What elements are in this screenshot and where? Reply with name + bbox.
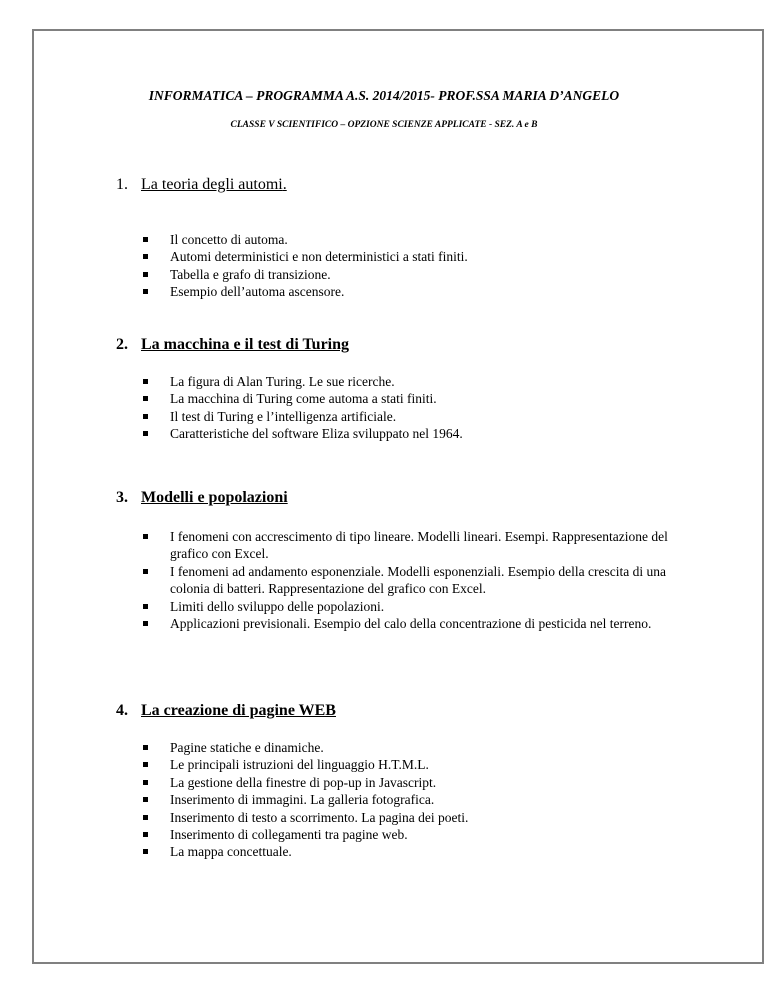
list-item-text: La figura di Alan Turing. Le sue ricerche. bbox=[170, 374, 395, 389]
section-number: 1. bbox=[116, 176, 128, 193]
list-item-text: Caratteristiche del software Eliza sviluppato nel 1964. bbox=[170, 426, 463, 442]
list-item bbox=[141, 373, 676, 390]
square-bullet-icon bbox=[143, 272, 148, 277]
document-title: INFORMATICA – PROGRAMMA A.S. 2014/2015- PROF.SSA MARIA D’ANGELO bbox=[148, 88, 620, 103]
square-bullet-icon bbox=[143, 431, 148, 436]
square-bullet-icon bbox=[143, 604, 148, 609]
section-heading bbox=[116, 335, 676, 355]
list-item bbox=[141, 231, 676, 248]
square-bullet-icon bbox=[143, 762, 148, 767]
section-title: La macchina e il test di Turing bbox=[141, 336, 350, 353]
section-heading bbox=[116, 701, 676, 721]
list-item bbox=[141, 615, 676, 632]
square-bullet-icon bbox=[143, 621, 148, 626]
list-item-text: Applicazioni previsionali. Esempio del calo della concentrazione di pesticida nel terreno. bbox=[170, 616, 652, 632]
section-number: 2. bbox=[116, 336, 128, 353]
section-title: Modelli e popolazioni bbox=[141, 489, 288, 506]
square-bullet-icon bbox=[143, 237, 148, 242]
section-title bbox=[141, 175, 287, 195]
list-item bbox=[141, 248, 676, 265]
list-item bbox=[141, 408, 676, 425]
list-item-text: Il test di Turing e l’intelligenza artificiale. bbox=[170, 408, 397, 424]
list-item-text: La gestione della finestre di pop-up in Javascript. bbox=[170, 774, 437, 790]
section-number: 3. bbox=[116, 489, 128, 506]
square-bullet-icon bbox=[143, 414, 148, 419]
section-heading bbox=[116, 175, 676, 195]
section-heading bbox=[116, 488, 676, 508]
list-item bbox=[141, 826, 676, 843]
section-modelli bbox=[116, 488, 676, 632]
section-item-list bbox=[141, 373, 676, 443]
square-bullet-icon bbox=[143, 396, 148, 401]
list-item bbox=[141, 791, 676, 808]
list-item-text: Inserimento di collegamenti tra pagine web. bbox=[170, 827, 408, 843]
square-bullet-icon bbox=[143, 815, 148, 820]
list-item-text: Le principali istruzioni del linguaggio H.T.M.L. bbox=[170, 757, 429, 773]
section-title: La creazione di pagine WEB bbox=[141, 702, 336, 719]
section-title-trail: . bbox=[282, 176, 287, 193]
list-item bbox=[141, 390, 676, 407]
square-bullet-icon bbox=[143, 254, 148, 259]
list-item bbox=[141, 843, 676, 860]
list-item bbox=[141, 756, 676, 773]
section-turing bbox=[116, 335, 676, 442]
list-item-text: Limiti dello sviluppo delle popolazioni. bbox=[170, 598, 385, 614]
list-item-text: Automi deterministici e non deterministici a stati finiti. bbox=[170, 249, 468, 265]
list-item-text: Il concetto di automa. bbox=[170, 232, 288, 247]
square-bullet-icon bbox=[143, 797, 148, 802]
list-item-text: I fenomeni con accrescimento di tipo lineare. Modelli lineari. Esempi. Rappresentazione del grafico con Excel. bbox=[170, 529, 668, 562]
square-bullet-icon bbox=[143, 832, 148, 837]
square-bullet-icon bbox=[143, 534, 148, 539]
list-item-text: La macchina di Turing come automa a stati finiti. bbox=[170, 391, 437, 407]
square-bullet-icon bbox=[143, 289, 148, 294]
list-item-text: Tabella e grafo di transizione. bbox=[170, 266, 331, 282]
square-bullet-icon bbox=[143, 745, 148, 750]
list-item bbox=[141, 739, 676, 756]
list-item bbox=[141, 266, 676, 283]
list-item bbox=[141, 809, 676, 826]
section-automi bbox=[116, 175, 676, 300]
section-number: 4. bbox=[116, 702, 128, 719]
square-bullet-icon bbox=[143, 569, 148, 574]
list-item-text: I fenomeni ad andamento esponenziale. Modelli esponenziali. Esempio della crescita di una colonia di batteri. Rappresentazione del grafico con Excel. bbox=[170, 563, 666, 597]
list-item-text: Pagine statiche e dinamiche. bbox=[170, 740, 324, 755]
list-item bbox=[141, 425, 676, 442]
section-web bbox=[116, 701, 676, 860]
document-subtitle: CLASSE V SCIENTIFICO – OPZIONE SCIENZE APPLICATE - SEZ. A e B bbox=[230, 120, 538, 130]
list-item-text: Esempio dell’automa ascensore. bbox=[170, 284, 345, 300]
list-item bbox=[141, 774, 676, 791]
square-bullet-icon bbox=[143, 379, 148, 384]
square-bullet-icon bbox=[143, 780, 148, 785]
list-item-text: La mappa concettuale. bbox=[170, 844, 292, 860]
list-item-text: Inserimento di testo a scorrimento. La pagina dei poeti. bbox=[170, 809, 469, 825]
section-item-list bbox=[141, 739, 676, 861]
section-item-list bbox=[141, 528, 676, 632]
list-item bbox=[141, 563, 676, 598]
section-title-text: La teoria degli automi bbox=[141, 176, 283, 193]
square-bullet-icon bbox=[143, 849, 148, 854]
section-item-list bbox=[141, 231, 676, 301]
list-item bbox=[141, 528, 676, 563]
list-item-text: Inserimento di immagini. La galleria fotografica. bbox=[170, 792, 435, 808]
list-item bbox=[141, 598, 676, 615]
list-item bbox=[141, 283, 676, 300]
